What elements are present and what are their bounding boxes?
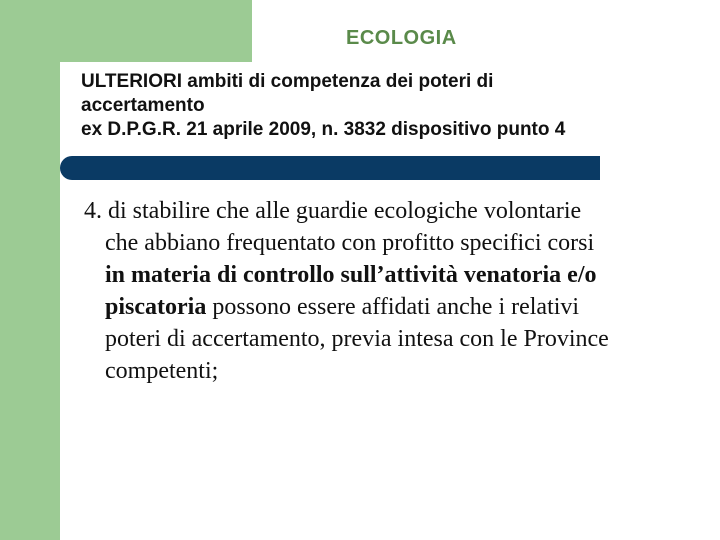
title-line: ULTERIORI ambiti di competenza dei poteri di <box>81 71 494 92</box>
left-decor-band <box>0 0 60 540</box>
body-line: che abbiano frequentato con profitto specifici corsi <box>105 230 595 256</box>
top-decor-band <box>0 0 252 62</box>
body-line <box>84 291 704 323</box>
body-text-run: possono essere affidati anche i relativi <box>206 294 580 320</box>
body-paragraph <box>84 195 704 387</box>
body-line: 4. di stabilire che alle guardie ecologiche volontarie <box>84 198 582 224</box>
body-line: poteri di accertamento, previa intesa con le Province <box>105 326 609 352</box>
body-line <box>84 259 704 291</box>
bold-phrase: piscatoria <box>105 294 207 320</box>
bold-phrase: in materia di controllo sull’attività venatoria e/o <box>105 262 597 288</box>
body-line: competenti; <box>105 358 219 384</box>
divider-bar <box>60 156 600 180</box>
title-line: accertamento <box>81 95 205 116</box>
slide-title <box>81 70 711 142</box>
title-line: ex D.P.G.R. 21 aprile 2009, n. 3832 dispositivo punto 4 <box>81 119 566 140</box>
slide-header: ECOLOGIA <box>346 27 457 49</box>
